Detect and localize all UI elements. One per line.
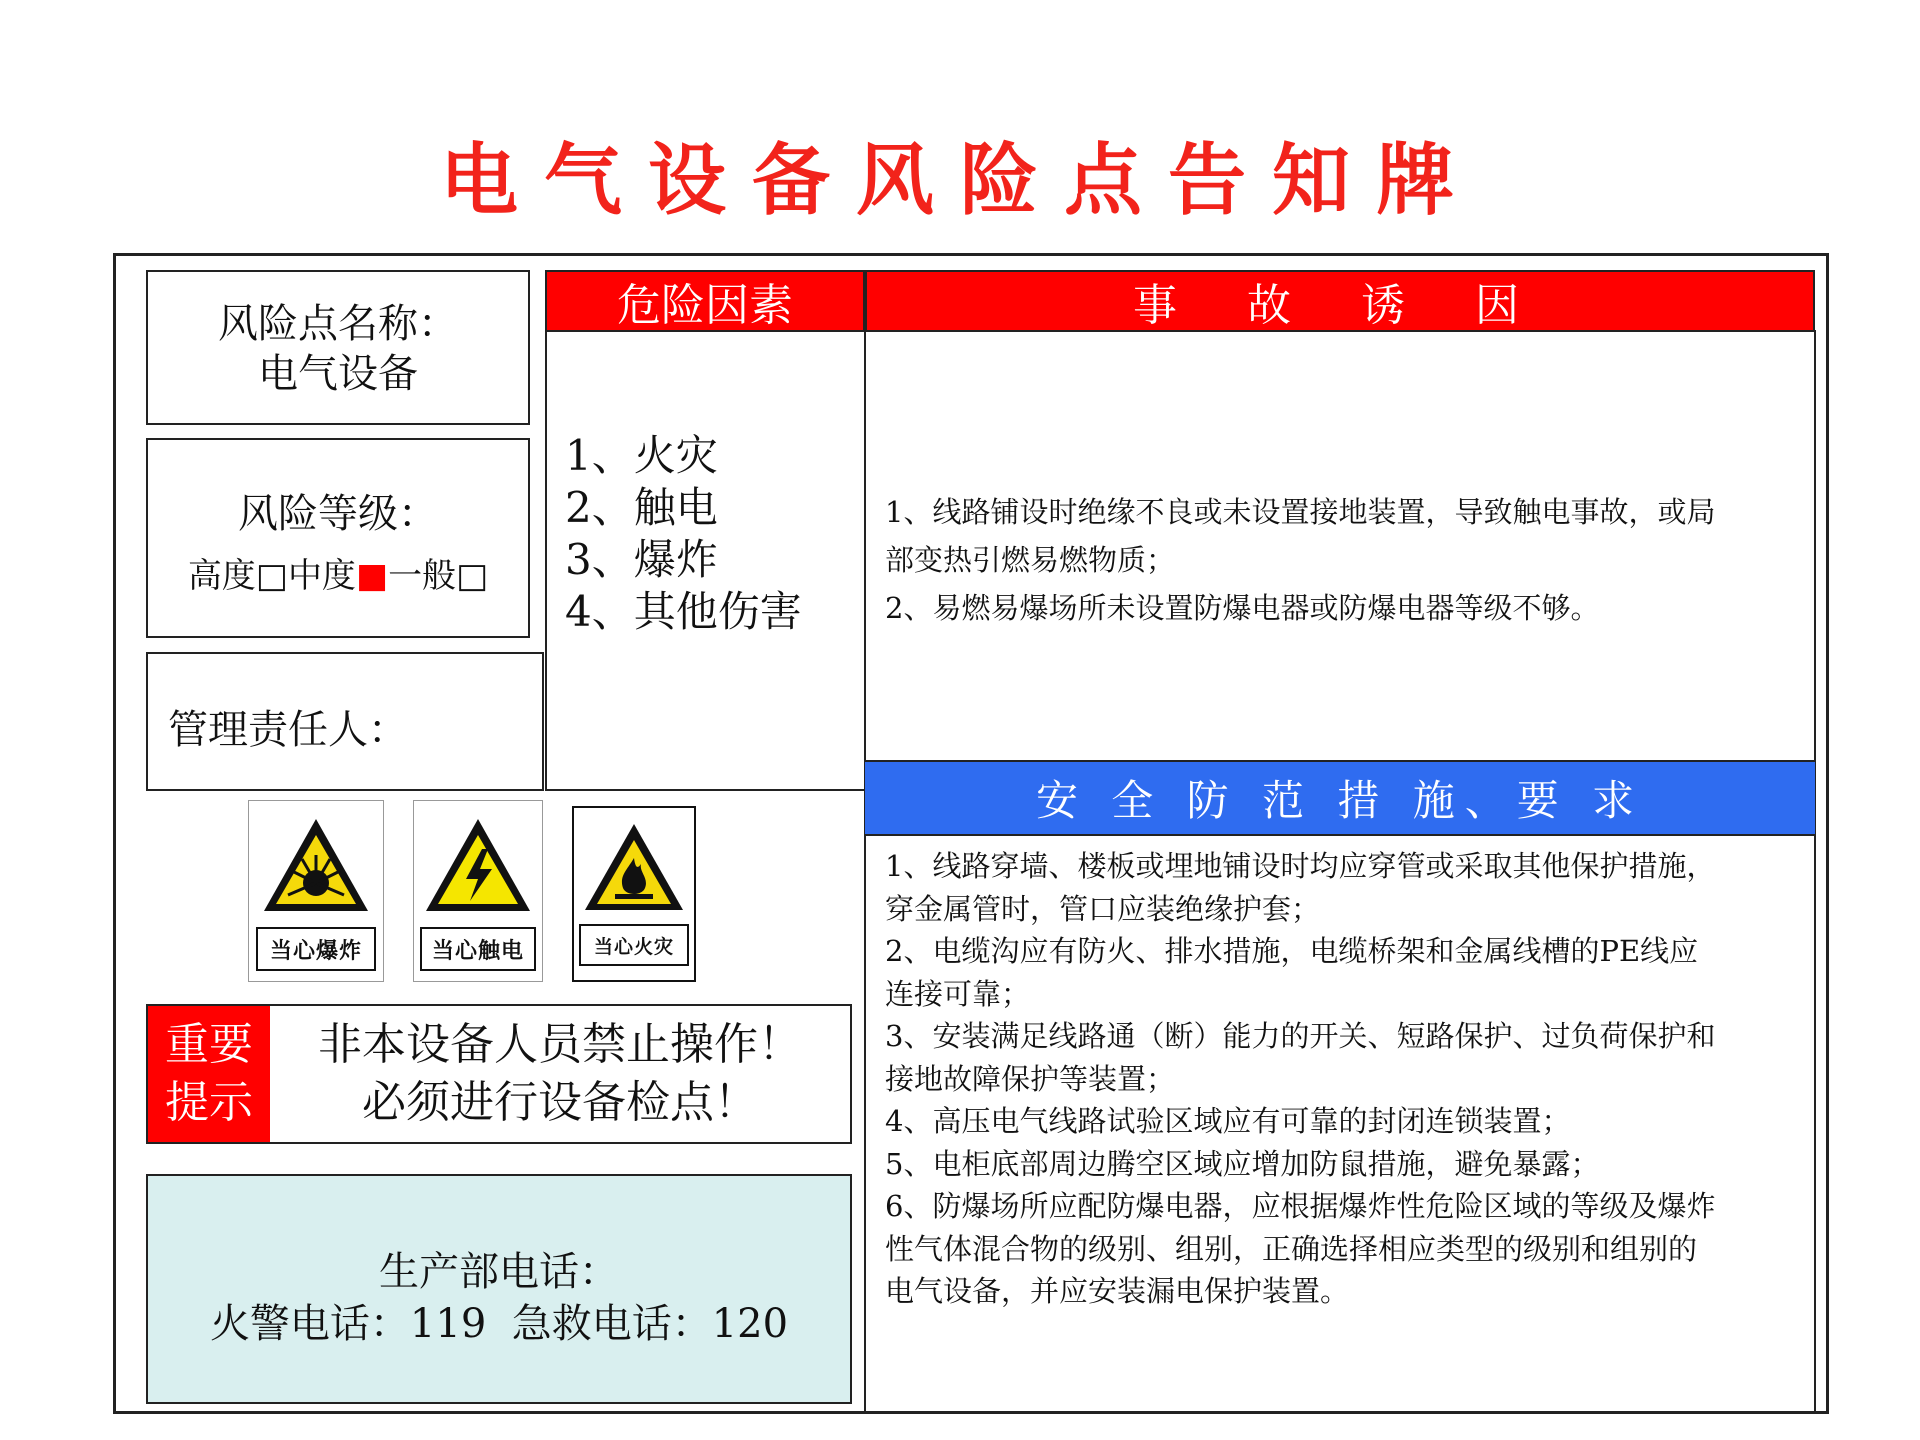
hazard-item: 2、触电 xyxy=(565,483,718,532)
important-notice-box xyxy=(146,1004,852,1144)
manager-box xyxy=(146,652,544,791)
risk-level-medium-checkbox: ■ xyxy=(355,556,389,596)
page-title: 电气设备风险点告知牌 xyxy=(439,135,1480,226)
notice-line2: 必须进行设备检点！ xyxy=(362,1077,758,1128)
hazards-col-right-border xyxy=(864,330,866,1412)
cause-line: 2、易燃易爆场所未设置防爆电器或防爆电器等级不够。 xyxy=(885,591,1600,625)
hazards-col-left-border xyxy=(545,330,547,791)
risk-level-high-text: 高度 xyxy=(187,556,256,596)
notice-tag-line2: 提示 xyxy=(165,1077,253,1128)
causes-header: 事 故 诱 因 xyxy=(865,270,1815,332)
hazards-list xyxy=(565,430,802,638)
sign-label: 当心火灾 xyxy=(579,924,689,966)
notice-tag-line1: 重要 xyxy=(165,1019,253,1070)
risk-level-box xyxy=(146,438,530,638)
contact-line2: 火警电话：119 急救电话：120 xyxy=(209,1301,789,1347)
warning-sign-fire xyxy=(572,806,696,982)
risk-level-label: 风险等级： xyxy=(238,491,438,537)
cause-line: 1、线路铺设时绝缘不良或未设置接地装置，导致触电事故，或局 xyxy=(885,495,1716,529)
causes-list xyxy=(885,488,1810,632)
measure-line: 电气设备，并应安装漏电保护装置。 xyxy=(885,1274,1350,1308)
measure-line: 3、安装满足线路通（断）能力的开关、短路保护、过负荷保护和 xyxy=(885,1019,1716,1053)
notice-line1: 非本设备人员禁止操作！ xyxy=(318,1019,802,1070)
measure-line: 5、电柜底部周边腾空区域应增加防鼠措施，避免暴露； xyxy=(885,1146,1600,1181)
sign-label: 当心爆炸 xyxy=(256,927,376,971)
measure-line: 连接可靠； xyxy=(885,976,1031,1011)
hazard-item: 1、火灾 xyxy=(565,431,718,480)
hazard-item: 4、其他伤害 xyxy=(565,587,802,636)
measure-line: 接地故障保护等装置； xyxy=(885,1061,1176,1096)
explosion-icon xyxy=(256,811,376,921)
risk-level-options xyxy=(148,548,528,597)
electric-shock-icon xyxy=(418,811,538,921)
notice-text xyxy=(270,1016,850,1132)
manager-label: 管理责任人： xyxy=(168,707,408,753)
hazard-item: 3、爆炸 xyxy=(565,535,718,584)
hazards-col-bottom-border xyxy=(545,789,866,791)
measure-line: 穿金属管时，管口应装绝缘护套； xyxy=(885,891,1321,926)
causes-right-border xyxy=(1814,330,1816,1412)
measures-header: 安 全 防 范 措 施、要 求 xyxy=(865,760,1815,836)
risk-name-box xyxy=(146,270,530,425)
warning-sign-electric-shock xyxy=(413,800,543,982)
hazards-header: 危险因素 xyxy=(545,270,865,332)
risk-level-medium-text: 中度 xyxy=(287,556,356,596)
fire-icon xyxy=(579,818,689,918)
risk-name-value: 电气设备 xyxy=(258,351,418,397)
measures-list xyxy=(885,845,1810,1313)
measure-line: 性气体混合物的级别、组别，正确选择相应类型的级别和组别的 xyxy=(885,1231,1698,1266)
risk-level-general-checkbox: □ xyxy=(456,556,489,596)
measure-line: 6、防爆场所应配防爆电器，应根据爆炸性危险区域的等级及爆炸 xyxy=(885,1189,1716,1223)
measure-line: 1、线路穿墙、楼板或埋地铺设时均应穿管或采取其他保护措施， xyxy=(885,849,1716,883)
notice-tag xyxy=(148,1006,270,1142)
risk-level-high-checkbox: □ xyxy=(255,556,288,596)
warning-sign-explosion xyxy=(248,800,384,982)
risk-level-general-text: 一般 xyxy=(388,556,457,596)
contact-box xyxy=(146,1174,852,1404)
risk-name-label: 风险点名称： xyxy=(218,301,458,347)
contact-line1: 生产部电话： xyxy=(379,1249,619,1295)
sign-label: 当心触电 xyxy=(420,927,536,971)
measure-line: 2、电缆沟应有防火、排水措施，电缆桥架和金属线槽的PE线应 xyxy=(885,934,1699,968)
measure-line: 4、高压电气线路试验区域应有可靠的封闭连锁装置； xyxy=(885,1104,1571,1138)
cause-line: 部变热引燃易燃物质； xyxy=(885,543,1176,577)
